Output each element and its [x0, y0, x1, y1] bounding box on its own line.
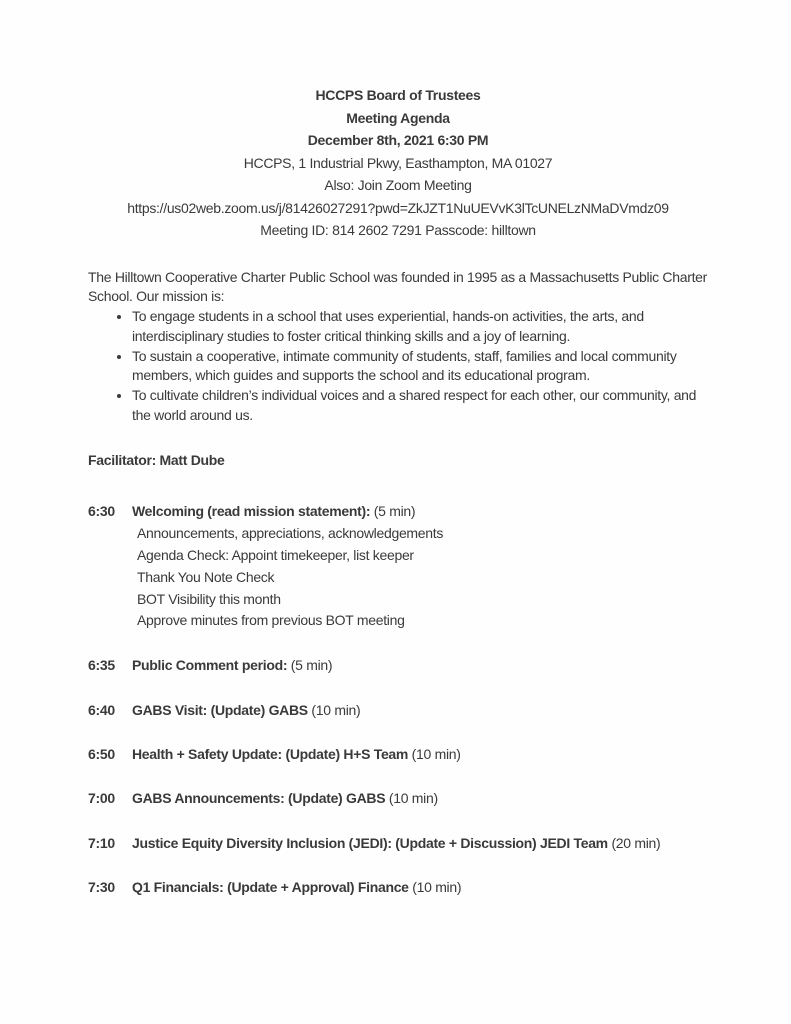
agenda-subitem: Thank You Note Check	[137, 568, 275, 585]
mission-bullet-item: • To engage students in a school that uses experiential, hands-on activities, the arts, and interdisciplinary studies to foster critical thinking skills and a joy of learning.	[132, 307, 708, 347]
agenda-content	[132, 502, 708, 632]
mission-section	[88, 268, 708, 426]
agenda-time: 7:30	[88, 878, 115, 895]
agenda-duration: (10 min)	[388, 790, 438, 807]
agenda-duration: (5 min)	[290, 657, 333, 674]
mission-bullet-item: • To cultivate children’s individual voices and a shared respect for each other, our community, and the world around us.	[132, 386, 708, 426]
agenda-content	[132, 745, 708, 765]
agenda-title: GABS Visit: (Update) GABS	[132, 701, 312, 718]
agenda-subitem: BOT Visibility this month	[137, 590, 281, 607]
agenda-item	[88, 789, 708, 809]
agenda-item	[88, 502, 708, 632]
agenda-subitem: Announcements, appreciations, acknowledgements	[137, 525, 444, 542]
agenda-duration: (20 min)	[611, 834, 661, 851]
agenda-content	[132, 656, 708, 676]
doc-subtitle: Meeting Agenda	[346, 109, 450, 126]
agenda-time: 6:50	[88, 746, 115, 763]
agenda-duration: (5 min)	[373, 502, 416, 519]
agenda-title-line	[132, 701, 708, 721]
zoom-join-label: Also: Join Zoom Meeting	[324, 177, 472, 193]
mission-bullet-list	[88, 307, 708, 426]
agenda-title-line	[132, 789, 708, 809]
agenda-item	[88, 878, 708, 898]
agenda-item	[88, 656, 708, 676]
agenda-title: Q1 Financials: (Update + Approval) Finance	[132, 878, 413, 895]
agenda-time: 7:10	[88, 834, 115, 851]
agenda-title: Health + Safety Update: (Update) H+S Team	[132, 746, 412, 763]
agenda-time: 6:30	[88, 502, 115, 519]
mission-intro-paragraph: The Hilltown Cooperative Charter Public School was founded in 1995 as a Massachusetts Public Charter School. Our mission is:	[88, 268, 708, 305]
agenda-content	[132, 701, 708, 721]
doc-location: HCCPS, 1 Industrial Pkwy, Easthampton, MA 01027	[243, 154, 553, 171]
agenda-title-line	[132, 878, 708, 898]
agenda-content	[132, 878, 708, 898]
agenda-duration: (10 min)	[411, 746, 461, 763]
agenda-item	[88, 701, 708, 721]
agenda-title-line	[132, 502, 708, 522]
agenda-subitem: Agenda Check: Appoint timekeeper, list keeper	[137, 547, 414, 564]
agenda-title-line	[132, 834, 708, 854]
doc-datetime: December 8th, 2021 6:30 PM	[307, 132, 489, 148]
agenda-duration: (10 min)	[412, 878, 462, 895]
agenda-item	[88, 745, 708, 765]
zoom-meeting-url: https://us02web.zoom.us/j/81426027291?pwd=ZkJZT1NuUEVvK3lTcUNELzNMaDVmdz09	[127, 199, 669, 216]
agenda-subitem-list	[137, 523, 708, 632]
document-header	[88, 84, 708, 242]
meeting-id-passcode: Meeting ID: 814 2602 7291 Passcode: hilltown	[260, 222, 536, 238]
agenda-content	[132, 834, 708, 854]
agenda-title: Welcoming (read mission statement):	[132, 502, 374, 519]
mission-bullet-item: • To sustain a cooperative, intimate community of students, staff, families and local community members, which guides and supports the school and its educational program.	[132, 347, 708, 387]
agenda-item	[88, 834, 708, 854]
agenda-content	[132, 789, 708, 809]
facilitator-line: Facilitator: Matt Dube	[88, 451, 225, 468]
agenda-duration: (10 min)	[311, 701, 361, 718]
agenda-time: 6:35	[88, 657, 115, 674]
agenda-title-line	[132, 745, 708, 765]
agenda-time: 7:00	[88, 790, 115, 807]
agenda-title: GABS Announcements: (Update) GABS	[132, 790, 389, 807]
agenda-title-line	[132, 656, 708, 676]
doc-title: HCCPS Board of Trustees	[315, 87, 481, 103]
agenda-subitem: Approve minutes from previous BOT meeting	[137, 612, 405, 629]
agenda-time: 6:40	[88, 701, 115, 718]
agenda-title: Public Comment period:	[132, 657, 291, 674]
agenda-title: Justice Equity Diversity Inclusion (JEDI): (Update + Discussion) JEDI Team	[132, 834, 612, 851]
agenda-list	[88, 502, 708, 898]
